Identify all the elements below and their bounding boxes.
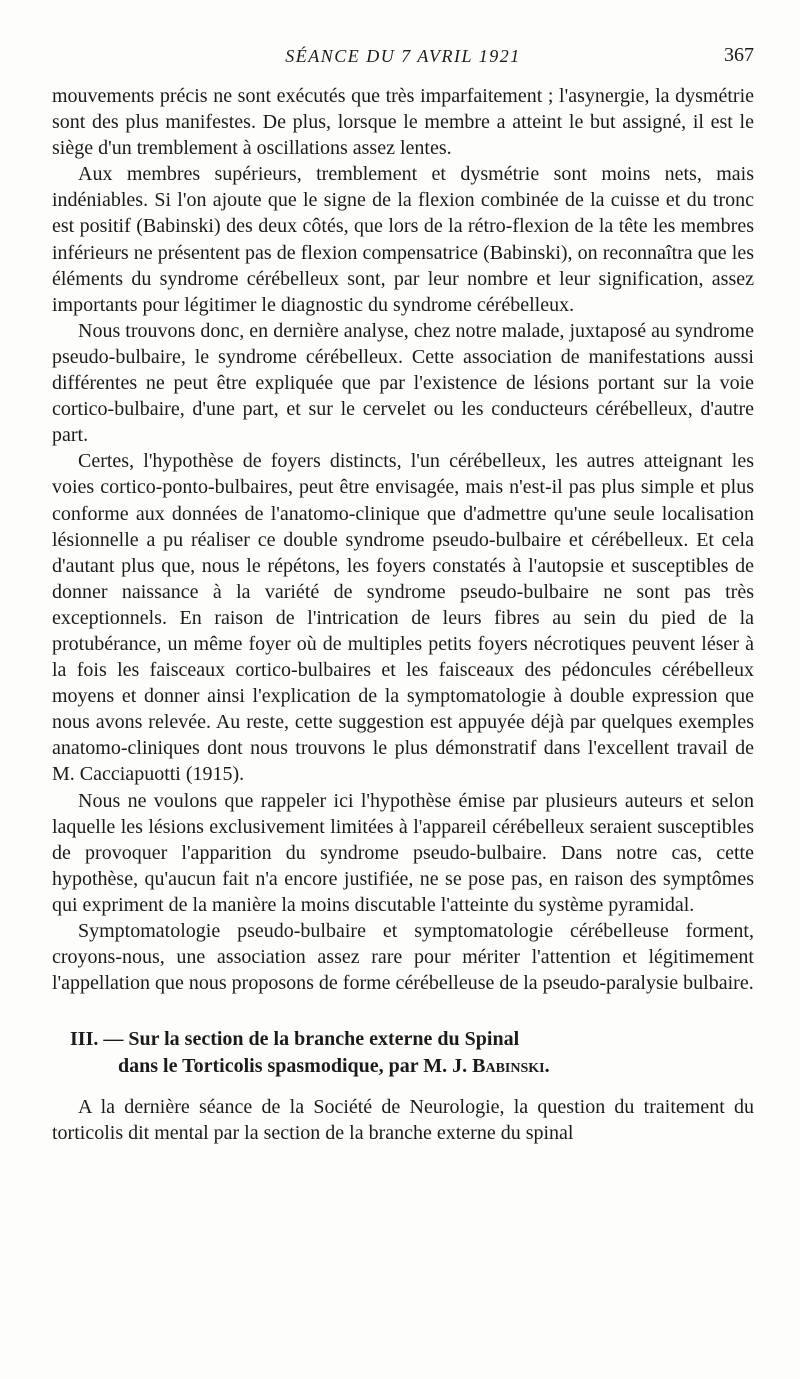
- paragraph: Nous ne voulons que rappeler ici l'hypothèse émise par plusieurs auteurs et selon laquelle les lésions exclusivement limitées à l'appareil cérébelleux seraient susceptibles de provoquer l'apparition du syndrome pseudo-bulbaire. Dans notre cas, cette hypothèse, qu'aucun fait n'a encore justifiée, ne se pose pas, en raison des symptômes qui expriment de la manière la moins discutable l'atteinte du système pyramidal.: [52, 789, 754, 916]
- section-title-line2-wrap: [70, 1053, 754, 1080]
- section-dash: —: [103, 1028, 124, 1051]
- running-head: SÉANCE DU 7 AVRIL 1921: [285, 46, 521, 66]
- paragraph: mouvements précis ne sont exécutés que très imparfaitement ; l'asynergie, la dysmétrie sont des plus manifestes. De plus, lorsque le membre a atteint le but assigné, il est le siège d'un tremblement à oscillations assez lentes.: [52, 85, 754, 160]
- section-number: III.: [70, 1028, 99, 1051]
- paragraph: Symptomatologie pseudo-bulbaire et symptomatologie cérébelleuse forment, croyons-nous, une association assez rare pour mériter l'attention et légitimement l'appellation que nous proposons de forme cérébelleuse de la pseudo-paralysie bulbaire.: [52, 920, 754, 995]
- section-byline: , par M. J.: [378, 1055, 473, 1078]
- section-author: Babinski.: [472, 1055, 550, 1078]
- paragraph: Aux membres supérieurs, tremblement et dysmétrie sont moins nets, mais indéniables. Si l'on ajoute que le signe de la flexion combinée de la cuisse et du tronc est positif (Babinski) des deux côtés, que lors de la rétro-flexion de la tête les membres inférieurs ne présentent pas de flexion compensatrice (Babinski), on reconnaîtra que les éléments du syndrome cérébelleux sont, par leur nombre et leur signification, assez importants pour légitimer le diagnostic du syndrome cérébelleux.: [52, 163, 754, 316]
- section-heading: [52, 1026, 754, 1080]
- body-text: [52, 83, 754, 1146]
- paragraph: Nous trouvons donc, en dernière analyse, chez notre malade, juxtaposé au syndrome pseudo-bulbaire, le syndrome cérébelleux. Cette association de manifestations aussi différentes ne peut être expliquée que par l'existence de lésions portant sur la voie cortico-bulbaire, d'une part, et sur le cervelet ou les conducteurs cérébelleux, d'autre part.: [52, 319, 754, 447]
- closing-paragraph: A la dernière séance de la Société de Neurologie, la question du traitement du torticolis dit mental par la section de la branche externe du spinal: [52, 1096, 754, 1145]
- paragraph: Certes, l'hypothèse de foyers distincts, l'un cérébelleux, les autres atteignant les voies cortico-ponto-bulbaires, peut être envisagée, mais n'est-il pas plus simple et plus conforme aux données de l'anatomo-clinique que d'admettre qu'une seule localisation lésionnelle a pu réaliser ce double syndrome pseudo-bulbaire et cérébelleux. Et cela d'autant plus que, nous le répétons, les foyers constatés à l'autopsie et susceptibles de donner naissance à la variété de syndrome pseudo-bulbaire ne sont pas très exceptionnels. En raison de l'intrication de leurs fibres au sein du pied de la protubérance, un même foyer où de multiples petits foyers nécrotiques peuvent léser à la fois les faisceaux cortico-bulbaires et les faisceaux des pédoncules cérébelleux moyens et donner ainsi l'explication de la symptomatologie à double expression que nous avons relevée. Au reste, cette suggestion est appuyée déjà par quelques exemples anatomo-cliniques dont nous trouvons le plus démonstratif dans l'excellent travail de M. Cacciapuotti (1915).: [52, 450, 754, 786]
- section-title-line1: Sur la section de la branche externe du Spinal: [128, 1028, 520, 1051]
- section-title-line2: dans le Torticolis spasmodique: [118, 1055, 379, 1078]
- page-header: [52, 42, 754, 72]
- page-number: 367: [724, 44, 754, 66]
